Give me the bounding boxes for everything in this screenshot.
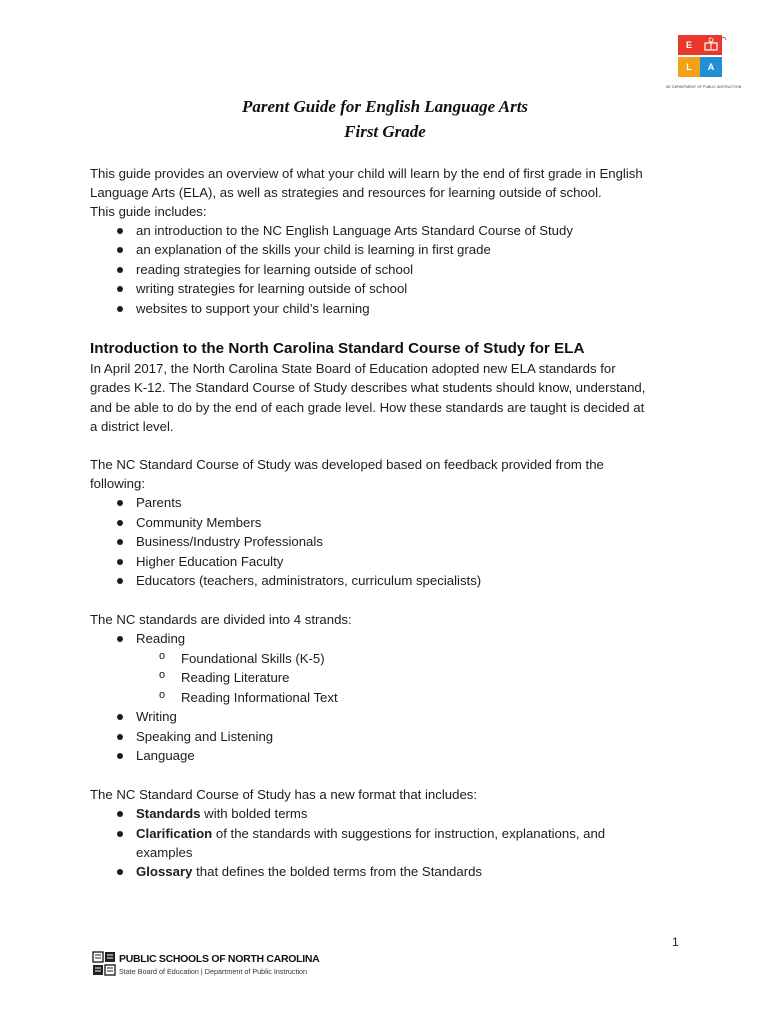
sub-bullet-icon: o (159, 669, 166, 681)
list-item: Reading (136, 631, 186, 646)
paragraph-line: following: (90, 476, 145, 491)
bullet-icon (117, 500, 123, 506)
list-item (136, 824, 605, 844)
paragraph-line: The NC Standard Course of Study was developed based on feedback provided from the (90, 457, 604, 472)
bullet-icon (117, 753, 123, 759)
paragraph-line: The NC standards are divided into 4 strands: (90, 612, 352, 627)
bullet-icon (117, 559, 123, 565)
section-heading: Introduction to the North Carolina Standard Course of Study for ELA (90, 340, 585, 357)
bullet-icon (117, 286, 123, 292)
logo-caption: NC DEPARTMENT OF PUBLIC INSTRUCTION (666, 85, 742, 89)
item-text: that defines the bolded terms from the Standards (192, 864, 483, 879)
bullet-icon (117, 247, 123, 253)
bullet-icon (117, 831, 123, 837)
sub-list-item: Foundational Skills (K-5) (181, 651, 325, 666)
sub-list-item: Reading Literature (181, 670, 290, 685)
paragraph-line: a district level. (90, 419, 174, 434)
paragraph-line: In April 2017, the North Carolina State Board of Education adopted new ELA standards for (90, 361, 616, 376)
bullet-icon (117, 539, 123, 545)
list-item-continuation: examples (136, 845, 193, 860)
scribble-icon (702, 29, 732, 35)
footer-subtitle: State Board of Education | Department of Public Instruction (119, 967, 308, 976)
logo-letter-l: L (678, 57, 700, 77)
bold-term: Clarification (136, 826, 213, 841)
ela-logo (666, 33, 742, 93)
list-item: an explanation of the skills your child is learning in first grade (136, 242, 491, 257)
page-title: Parent Guide for English Language Arts (241, 97, 529, 116)
nc-seal-icon (92, 951, 116, 977)
list-item: Speaking and Listening (136, 729, 274, 744)
bold-term: Glossary (136, 864, 193, 879)
bullet-icon (117, 520, 123, 526)
list-item: Parents (136, 495, 182, 510)
list-item: Higher Education Faculty (136, 554, 284, 569)
list-item: reading strategies for learning outside of school (136, 262, 414, 277)
page-number: 1 (672, 935, 679, 949)
paragraph-line: and be able to do by the end of each grade level. How these standards are taught is decided at (90, 400, 645, 415)
list-item: writing strategies for learning outside of school (136, 281, 408, 296)
item-text: with bolded terms (200, 806, 308, 821)
list-item: websites to support your child’s learning (136, 301, 370, 316)
list-item (136, 804, 308, 824)
bullet-icon (117, 714, 123, 720)
footer-title: PUBLIC SCHOOLS OF NORTH CAROLINA (119, 953, 320, 965)
bullet-icon (117, 228, 123, 234)
list-item: Educators (teachers, administrators, curriculum specialists) (136, 573, 482, 588)
intro-line: Language Arts (ELA), as well as strategies and resources for learning outside of school. (90, 185, 602, 200)
list-item: an introduction to the NC English Language Arts Standard Course of Study (136, 223, 573, 238)
bullet-icon (117, 734, 123, 740)
bullet-icon (117, 869, 123, 875)
list-item: Language (136, 748, 195, 763)
sub-bullet-icon: o (159, 689, 166, 701)
bullet-icon (117, 306, 123, 312)
paragraph-line: The NC Standard Course of Study has a new format that includes: (90, 787, 478, 802)
list-item (136, 862, 482, 882)
logo-letter-a: A (700, 57, 722, 77)
sub-bullet-icon: o (159, 650, 166, 662)
sub-list-item: Reading Informational Text (181, 690, 338, 705)
paragraph-line: grades K-12. The Standard Course of Study describes what students should know, understand, (90, 380, 646, 395)
logo-letter-e: E (678, 35, 700, 55)
bullet-icon (117, 578, 123, 584)
intro-line: This guide includes: (90, 204, 207, 219)
page-subtitle: First Grade (344, 122, 426, 141)
bold-term: Standards (136, 806, 201, 821)
bullet-icon (117, 811, 123, 817)
list-item: Writing (136, 709, 177, 724)
bullet-icon (117, 267, 123, 273)
list-item: Community Members (136, 515, 262, 530)
list-item: Business/Industry Professionals (136, 534, 323, 549)
item-text: of the standards with suggestions for instruction, explanations, and (212, 826, 606, 841)
intro-line: This guide provides an overview of what your child will learn by the end of first grade in English (90, 166, 643, 181)
bullet-icon (117, 636, 123, 642)
